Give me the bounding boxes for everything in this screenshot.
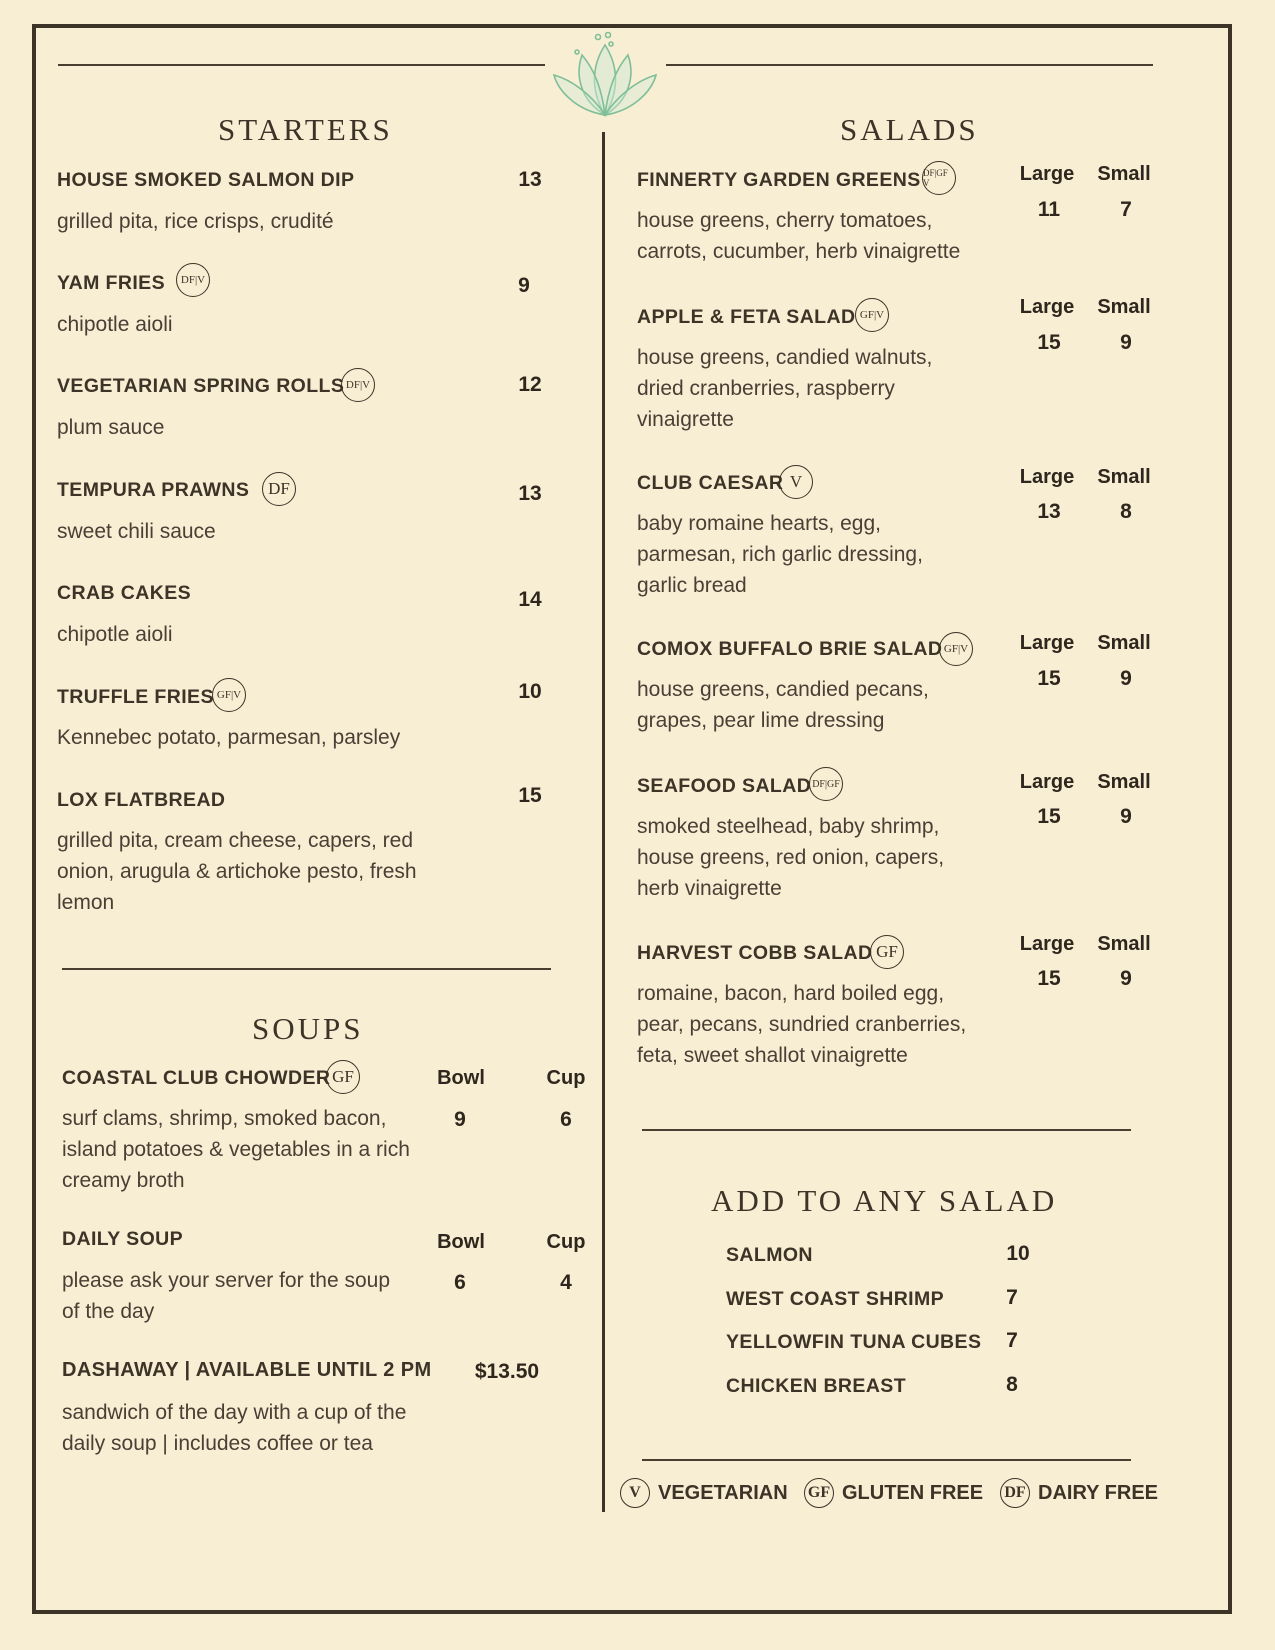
addon-price: 7	[1006, 1329, 1018, 1352]
starter-desc: plum sauce	[57, 416, 165, 439]
starter-desc: grilled pita, rice crisps, crudité	[57, 210, 334, 233]
soup-name: COASTAL CLUB CHOWDER	[62, 1067, 331, 1089]
starter-name: TEMPURA PRAWNS	[57, 479, 250, 501]
dietary-badge-icon: DF|GF V	[922, 161, 956, 195]
bowl-header: Bowl	[437, 1067, 485, 1089]
dietary-badge-icon: DF|V	[341, 368, 375, 402]
small-price: 9	[1120, 667, 1132, 690]
cup-header: Cup	[546, 1067, 586, 1089]
top-rule-right	[666, 64, 1153, 66]
starter-desc: grilled pita, cream cheese, capers, red onion, arugula & artichoke pesto, fresh lemon	[57, 829, 417, 914]
lotus-icon	[550, 30, 660, 120]
salad-desc: smoked steelhead, baby shrimp, house greens, red onion, capers, herb vinaigrette	[637, 815, 945, 900]
salad-desc: house greens, candied walnuts, dried cranberries, raspberry vinaigrette	[637, 346, 933, 431]
starter-desc: chipotle aioli	[57, 623, 173, 646]
salad-desc: house greens, candied pecans, grapes, pear lime dressing	[637, 678, 929, 732]
small-header: Small	[1097, 771, 1151, 793]
soup-desc: please ask your server for the soup of the day	[62, 1269, 391, 1323]
starter-name: TRUFFLE FRIES	[57, 686, 214, 708]
starters-soups-rule	[62, 968, 551, 970]
starter-price: 13	[518, 482, 542, 505]
large-header: Large	[1019, 771, 1075, 793]
dietary-badge-icon: DF|V	[176, 263, 210, 297]
legend-rule	[642, 1459, 1131, 1461]
salad-name: HARVEST COBB SALAD	[637, 942, 873, 964]
addon-name: CHICKEN BREAST	[726, 1375, 907, 1397]
large-price: 15	[1037, 805, 1061, 828]
large-header: Large	[1019, 933, 1075, 955]
dietary-badge-icon: GF	[326, 1060, 360, 1094]
legend-label: GLUTEN FREE	[842, 1481, 984, 1504]
dietary-badge-icon: GF|V	[939, 632, 973, 666]
addons-title: ADD TO ANY SALAD	[711, 1183, 1058, 1218]
cup-price: 4	[560, 1271, 572, 1294]
legend-label: VEGETARIAN	[658, 1481, 788, 1504]
large-price: 15	[1037, 667, 1061, 690]
starter-desc: sweet chili sauce	[57, 520, 216, 543]
small-header: Small	[1097, 632, 1151, 654]
dietary-badge-icon: V	[779, 465, 813, 499]
small-header: Small	[1097, 466, 1151, 488]
soup-name: DAILY SOUP	[62, 1228, 184, 1250]
column-divider	[602, 132, 605, 1512]
large-price: 13	[1037, 500, 1061, 523]
salad-name: CLUB CAESAR	[637, 472, 784, 494]
small-price: 8	[1120, 500, 1132, 523]
large-header: Large	[1019, 163, 1075, 185]
dietary-badge-icon: GF|V	[855, 298, 889, 332]
legend-vegetarian	[620, 1478, 788, 1508]
vegetarian-icon: V	[620, 1478, 650, 1508]
legend-dairy-free	[1000, 1478, 1158, 1508]
dietary-badge-icon: DF|GF	[809, 767, 843, 801]
salad-desc: romaine, bacon, hard boiled egg, pear, pecans, sundried cranberries, feta, sweet shallot vinaigrette	[637, 982, 967, 1067]
dairy-free-icon: DF	[1000, 1478, 1030, 1508]
salads-title: SALADS	[840, 112, 979, 147]
starter-name: LOX FLATBREAD	[57, 789, 226, 811]
addon-name: YELLOWFIN TUNA CUBES	[726, 1331, 982, 1353]
large-header: Large	[1019, 296, 1075, 318]
addon-name: SALMON	[726, 1244, 813, 1266]
small-price: 9	[1120, 331, 1132, 354]
large-header: Large	[1019, 466, 1075, 488]
dietary-badge-icon: GF	[870, 935, 904, 969]
salad-name: SEAFOOD SALAD	[637, 775, 812, 797]
dashaway-name: DASHAWAY | AVAILABLE UNTIL 2 PM	[62, 1359, 432, 1381]
starter-price: 15	[518, 784, 542, 807]
dietary-badge-icon: DF	[262, 472, 296, 506]
starter-desc: Kennebec potato, parmesan, parsley	[57, 726, 401, 749]
starter-name: CRAB CAKES	[57, 582, 192, 604]
starter-desc: chipotle aioli	[57, 313, 173, 336]
salad-name: APPLE & FETA SALAD	[637, 306, 856, 328]
dashaway-price: $13.50	[474, 1360, 540, 1383]
starter-price: 14	[518, 588, 542, 611]
soups-title: SOUPS	[252, 1011, 364, 1046]
soup-desc: surf clams, shrimp, smoked bacon, island potatoes & vegetables in a rich creamy broth	[62, 1107, 410, 1192]
starters-title: STARTERS	[218, 112, 393, 147]
small-price: 7	[1120, 198, 1132, 221]
gluten-free-icon: GF	[804, 1478, 834, 1508]
dietary-badge-icon: GF|V	[212, 678, 246, 712]
salads-addons-rule	[642, 1129, 1131, 1131]
starter-name: VEGETARIAN SPRING ROLLS	[57, 375, 345, 397]
large-price: 11	[1037, 198, 1061, 221]
legend-label: DAIRY FREE	[1038, 1481, 1159, 1504]
starter-price: 12	[518, 373, 542, 396]
dashaway-desc: sandwich of the day with a cup of the daily soup | includes coffee or tea	[62, 1401, 407, 1455]
starter-price: 9	[518, 274, 530, 297]
addon-name: WEST COAST SHRIMP	[726, 1288, 945, 1310]
starter-name: YAM FRIES	[57, 272, 165, 294]
addon-price: 10	[1006, 1242, 1030, 1265]
salad-desc: baby romaine hearts, egg, parmesan, rich garlic dressing, garlic bread	[637, 512, 923, 597]
addon-price: 8	[1006, 1373, 1018, 1396]
bowl-price: 9	[454, 1108, 466, 1131]
large-price: 15	[1037, 967, 1061, 990]
cup-header: Cup	[546, 1231, 586, 1253]
large-price: 15	[1037, 331, 1061, 354]
small-header: Small	[1097, 933, 1151, 955]
bowl-price: 6	[454, 1271, 466, 1294]
cup-price: 6	[560, 1108, 572, 1131]
large-header: Large	[1019, 632, 1075, 654]
starter-price: 10	[518, 680, 542, 703]
salad-desc: house greens, cherry tomatoes, carrots, cucumber, herb vinaigrette	[637, 209, 961, 263]
salad-name: COMOX BUFFALO BRIE SALAD	[637, 638, 943, 660]
top-rule-left	[58, 64, 545, 66]
legend-gluten-free	[804, 1478, 983, 1508]
addon-price: 7	[1006, 1286, 1018, 1309]
small-price: 9	[1120, 967, 1132, 990]
salad-name: FINNERTY GARDEN GREENS	[637, 169, 921, 191]
small-header: Small	[1097, 163, 1151, 185]
starter-name: HOUSE SMOKED SALMON DIP	[57, 169, 355, 191]
bowl-header: Bowl	[437, 1231, 485, 1253]
small-header: Small	[1097, 296, 1151, 318]
starter-price: 13	[518, 168, 542, 191]
small-price: 9	[1120, 805, 1132, 828]
